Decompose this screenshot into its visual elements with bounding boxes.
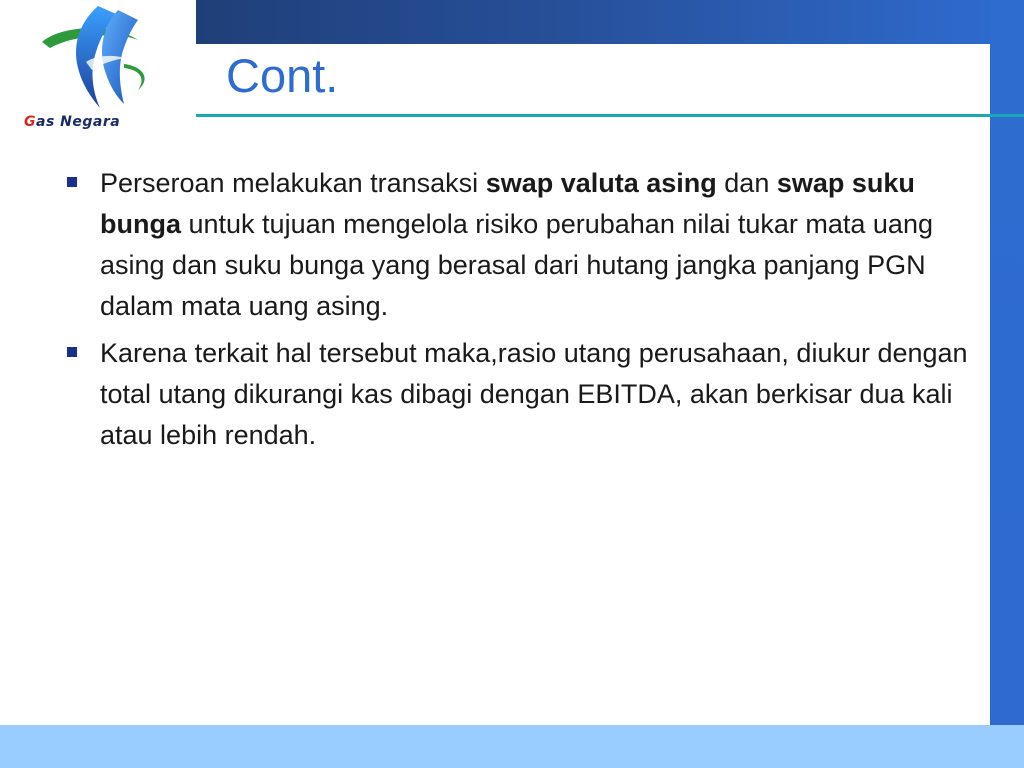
bottom-decorative-bar xyxy=(0,725,1024,768)
logo-wordmark-rest: as Negara xyxy=(36,114,121,130)
square-bullet-icon xyxy=(67,177,77,187)
logo-wordmark xyxy=(24,114,120,130)
bullet-item xyxy=(62,163,972,327)
slide-title: Cont. xyxy=(226,49,339,102)
bullet-text-bold: swap suku bunga xyxy=(100,168,915,239)
bullet-text: untuk tujuan mengelola risiko perubahan nilai tukar mata uang asing dan suku bunga yang berasal dari hutang jangka panjang PGN dalam mata uang asing. xyxy=(100,209,933,321)
title-underline-rule xyxy=(196,114,1024,117)
bullet-item xyxy=(62,333,972,456)
top-decorative-band xyxy=(196,0,1024,44)
bullet-list xyxy=(62,163,972,462)
logo-wordmark-initial: G xyxy=(24,114,36,130)
bullet-text: Perseroan melakukan transaksi xyxy=(100,168,486,198)
square-bullet-icon xyxy=(67,347,77,357)
right-decorative-bar xyxy=(990,0,1024,750)
bullet-text: Karena terkait hal tersebut maka,rasio utang perusahaan, diukur dengan total utang dikurangi kas dibagi dengan EBITDA, akan berkisar dua kali atau lebih rendah. xyxy=(100,338,968,450)
bullet-text: dan xyxy=(716,168,777,198)
bullet-text-bold: swap valuta asing xyxy=(485,168,717,198)
